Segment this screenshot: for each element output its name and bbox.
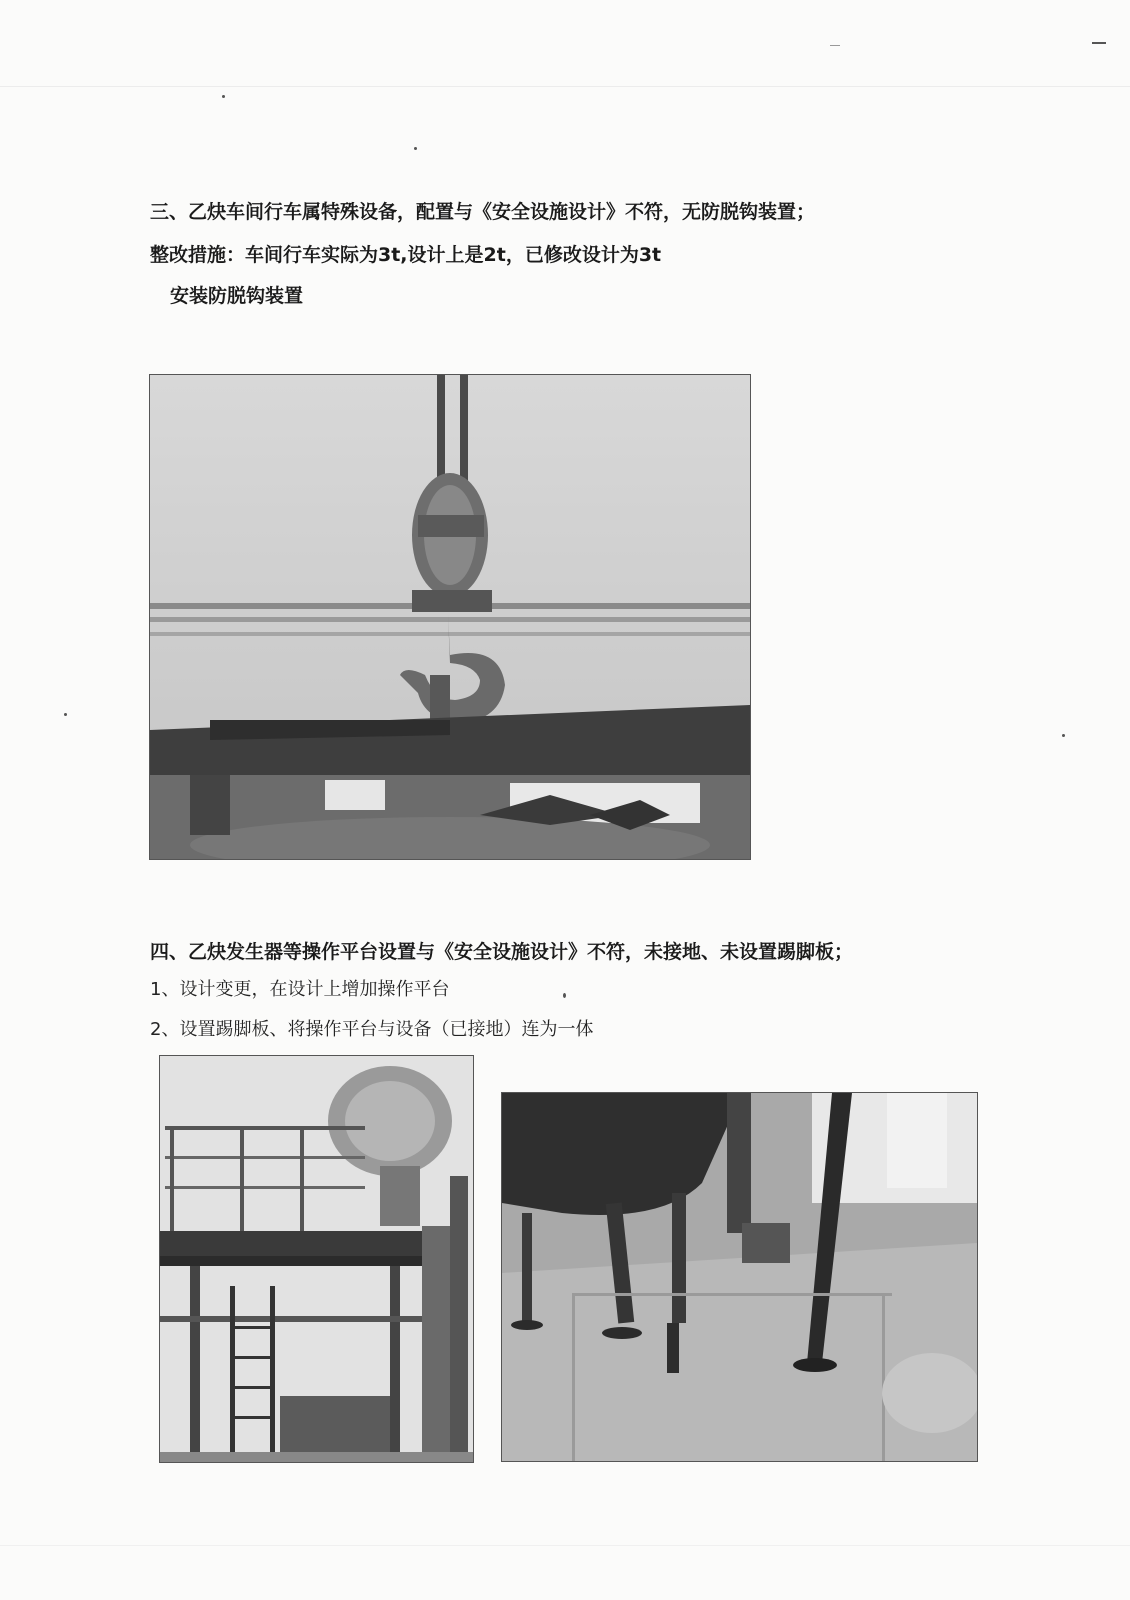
section4-heading: 四、乙炔发生器等操作平台设置与《安全设施设计》不符，未接地、未设置踢脚板；	[150, 941, 854, 963]
grounded-equipment-photo	[501, 1092, 978, 1462]
scan-speck	[64, 713, 67, 716]
section3-sub: 安装防脱钩装置	[170, 285, 304, 307]
scan-artifact	[0, 86, 1130, 87]
scan-speck	[830, 45, 840, 46]
scan-speck	[1092, 42, 1106, 44]
section3-heading: 三、乙炔车间行车属特殊设备，配置与《安全设施设计》不符，无防脱钩装置；	[150, 201, 816, 223]
scan-speck	[1062, 734, 1065, 737]
scan-speck	[563, 993, 566, 998]
scan-artifact	[0, 1545, 1130, 1546]
section4-item-2: 2、设置踢脚板、将操作平台与设备（已接地）连为一体	[150, 1019, 594, 1040]
scan-speck	[414, 147, 417, 150]
scan-speck	[222, 95, 225, 98]
section4-item-1: 1、设计变更，在设计上增加操作平台	[150, 979, 450, 1000]
section3-measure: 整改措施：车间行车实际为3t,设计上是2t，已修改设计为3t	[150, 244, 662, 266]
crane-hook-photo	[149, 374, 751, 860]
operating-platform-photo	[159, 1055, 474, 1463]
